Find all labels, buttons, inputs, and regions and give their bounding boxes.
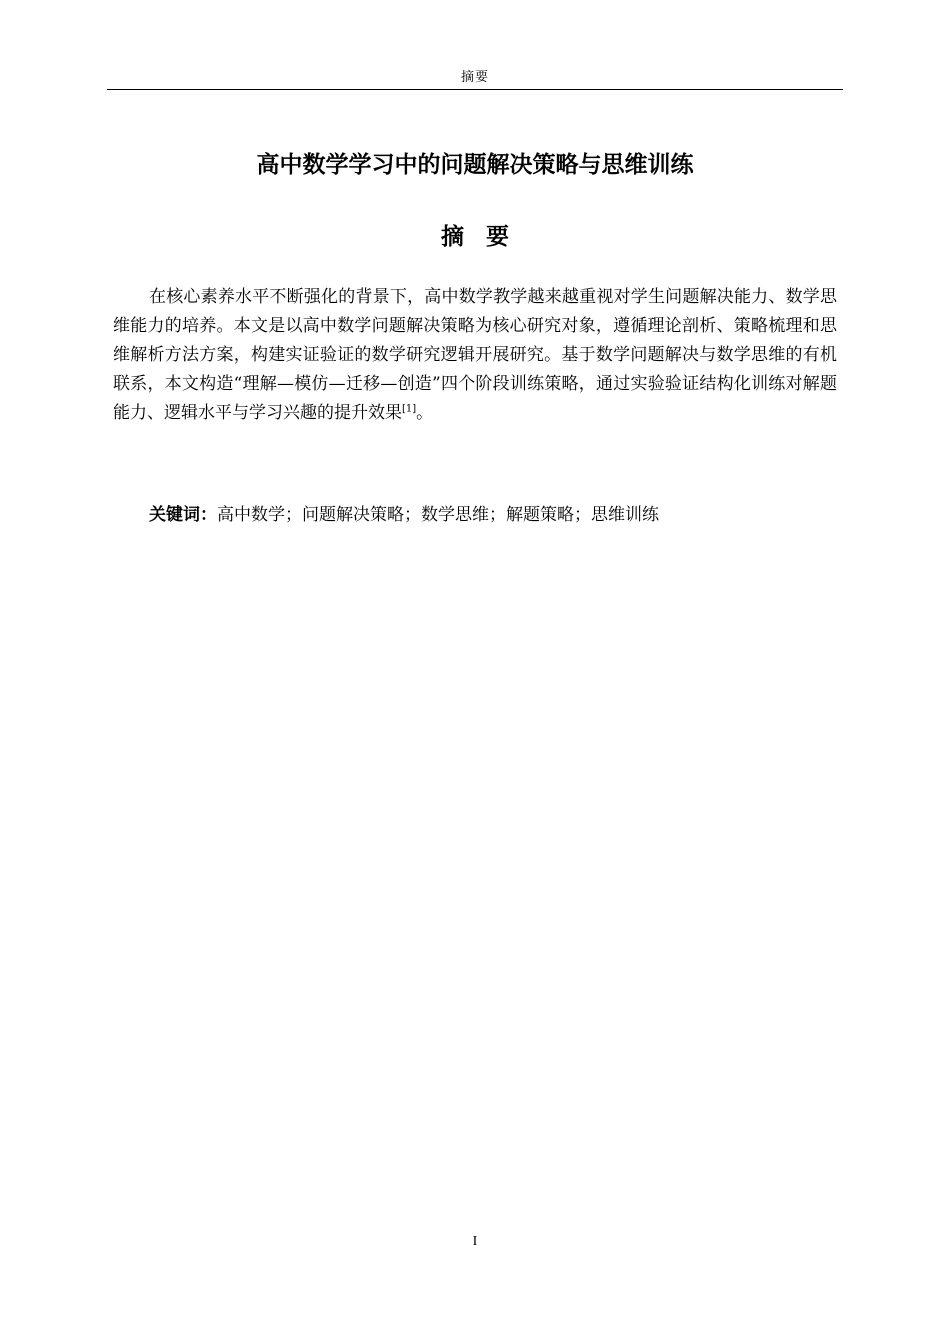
abstract-paragraph: [113, 283, 837, 428]
header-divider: [107, 89, 843, 90]
document-title: 高中数学学习中的问题解决策略与思维训练: [256, 152, 694, 178]
citation-reference[interactable]: [1]: [402, 403, 417, 415]
page-number: I: [472, 1234, 478, 1249]
abstract-heading: 摘要: [441, 224, 531, 250]
keywords-line: [113, 501, 837, 530]
abstract-text: 在核心素养水平不断强化的背景下，高中数学教学越来越重视对学生问题解决能力、数学思维能力的培养。本文是以高中数学问题解决策略为核心研究对象，遵循理论剖析、策略梳理和思维解析方法方案，构建实证验证的数学研究逻辑开展研究。基于数学问题解决与数学思维的有机联系，本文构造“理解—模仿—迁移—创造”四个阶段训练策略，通过实验验证结构化训练对解题能力、逻辑水平与学习兴趣的提升效果: [113, 287, 837, 423]
abstract-end-punctuation: 。: [416, 403, 434, 423]
running-header: 摘要: [460, 70, 489, 85]
keywords-list: 高中数学；问题解决策略；数学思维；解题策略；思维训练: [217, 505, 659, 525]
keywords-label: 关键词：: [149, 505, 217, 525]
